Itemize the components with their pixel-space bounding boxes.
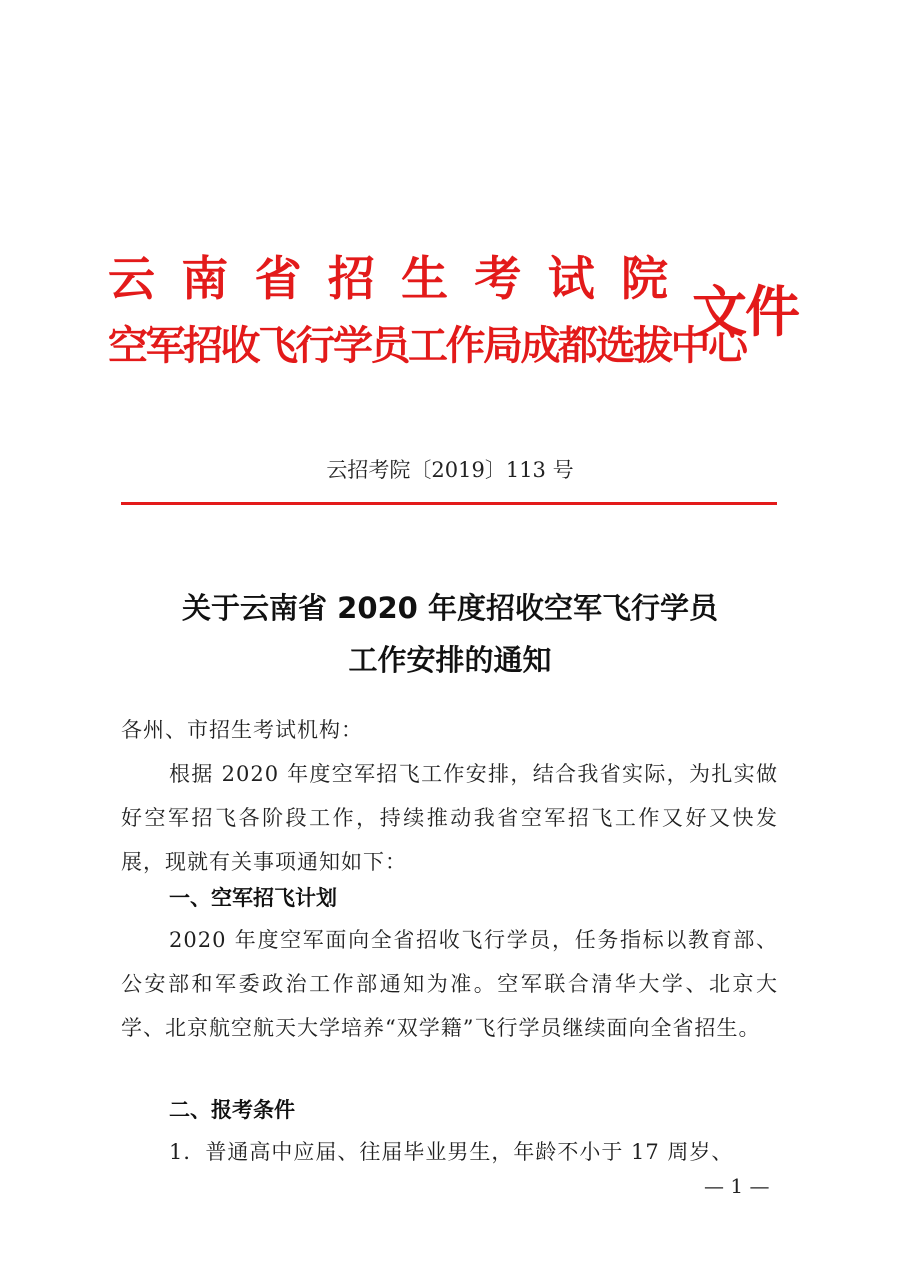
issuer-char: 生 xyxy=(401,252,449,307)
issuer-char: 考 xyxy=(474,252,522,307)
section-heading-2: 二、报考条件 xyxy=(169,1098,295,1122)
red-divider-rule xyxy=(121,502,777,505)
issuer-name-1 xyxy=(108,252,668,308)
document-type-suffix: 文件 xyxy=(692,280,799,344)
salutation: 各州、市招生考试机构： xyxy=(121,718,363,742)
list-item-1: 1．普通高中应届、往届毕业男生，年龄不小于 17 周岁、 xyxy=(169,1140,734,1164)
section-heading-1: 一、空军招飞计划 xyxy=(169,886,337,910)
issuer-char: 试 xyxy=(547,252,595,307)
issuer-char: 省 xyxy=(254,252,302,307)
issuer-char: 南 xyxy=(181,252,229,307)
document-number: 云招考院〔2019〕113 号 xyxy=(326,458,574,482)
intro-paragraph: 根据 2020 年度空军招飞工作安排，结合我省实际，为扎实做好空军招飞各阶段工作，持续推动我省空军招飞工作又好又快发展，现就有关事项通知如下： xyxy=(121,762,778,874)
issuer-char: 云 xyxy=(108,252,155,307)
section-1-paragraph: 2020 年度空军面向全省招收飞行学员，任务指标以教育部、公安部和军委政治工作部通知为准。空军联合清华大学、北京大学、北京航空航天大学培养“双学籍”飞行学员继续面向全省招生。 xyxy=(121,928,778,1040)
title-line-1: 关于云南省 2020 年度招收空军飞行学员 xyxy=(182,591,718,625)
issuer-char: 招 xyxy=(327,252,375,307)
page-number: — 1 — xyxy=(704,1174,770,1198)
issuer-char: 院 xyxy=(620,252,668,307)
title-line-2: 工作安排的通知 xyxy=(348,643,552,677)
issuer-name-2: 空军招收飞行学员工作局成都选拔中心 xyxy=(108,323,746,369)
